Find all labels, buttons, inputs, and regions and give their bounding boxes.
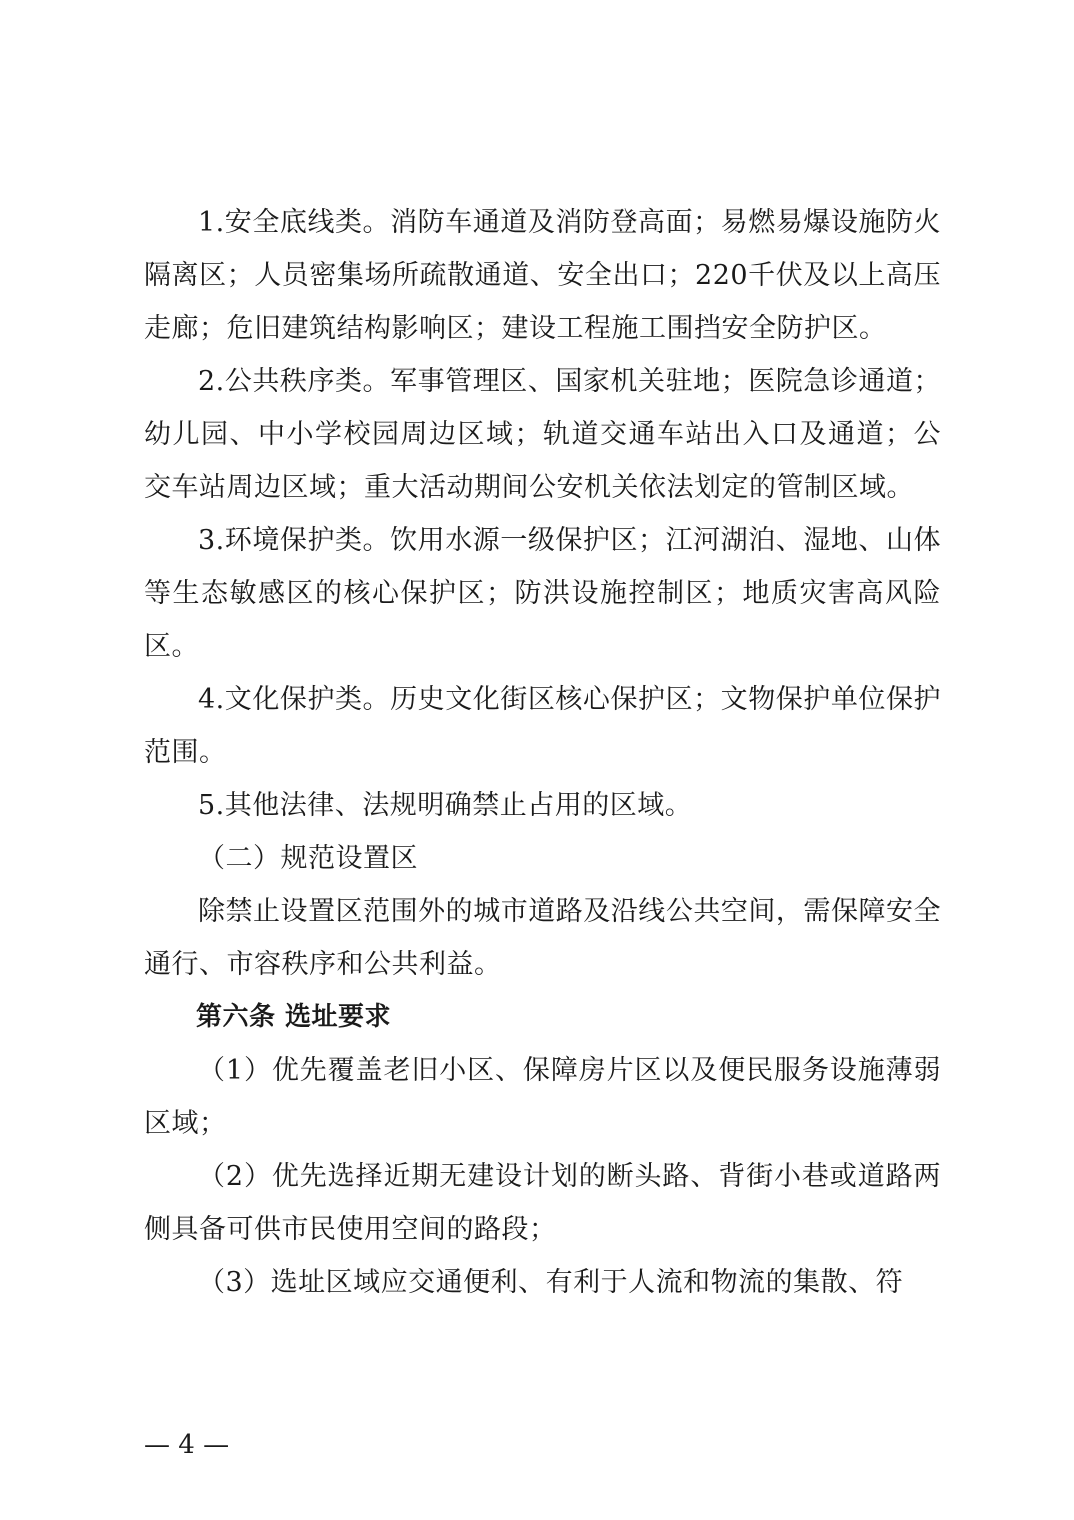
paragraph-culture: 4.文化保护类。历史文化街区核心保护区；文物保护单位保护范围。 (144, 684, 941, 768)
list-item-3: （3）选址区域应交通便利、有利于人流和物流的集散、符 (198, 1267, 904, 1298)
section-heading-regulated-zone: （二）规范设置区 (198, 843, 418, 874)
document-body (144, 196, 941, 1309)
paragraph-safety-baseline: 1.安全底线类。消防车通道及消防登高面；易燃易爆设施防火隔离区；人员密集场所疏散通道、安全出口；220千伏及以上高压走廊；危旧建筑结构影响区；建设工程施工围挡安全防护区。 (144, 207, 941, 344)
paragraph-environment: 3.环境保护类。饮用水源一级保护区；江河湖泊、湿地、山体等生态敏感区的核心保护区；防洪设施控制区；地质灾害高风险区。 (144, 525, 941, 662)
paragraph-other-laws: 5.其他法律、法规明确禁止占用的区域。 (198, 790, 693, 821)
article-heading-site-selection: 第六条 选址要求 (196, 1002, 392, 1032)
page-number: — 4 — (144, 1430, 230, 1460)
list-item-1: （1）优先覆盖老旧小区、保障房片区以及便民服务设施薄弱区域； (144, 1055, 941, 1139)
list-item-2: （2）优先选择近期无建设计划的断头路、背街小巷或道路两侧具备可供市民使用空间的路段； (144, 1161, 941, 1245)
paragraph-regulated-zone: 除禁止设置区范围外的城市道路及沿线公共空间，需保障安全通行、市容秩序和公共利益。 (144, 896, 941, 980)
paragraph-public-order: 2.公共秩序类。军事管理区、国家机关驻地；医院急诊通道；幼儿园、中小学校园周边区域；轨道交通车站出入口及通道；公交车站周边区域；重大活动期间公安机关依法划定的管制区域。 (144, 366, 941, 503)
